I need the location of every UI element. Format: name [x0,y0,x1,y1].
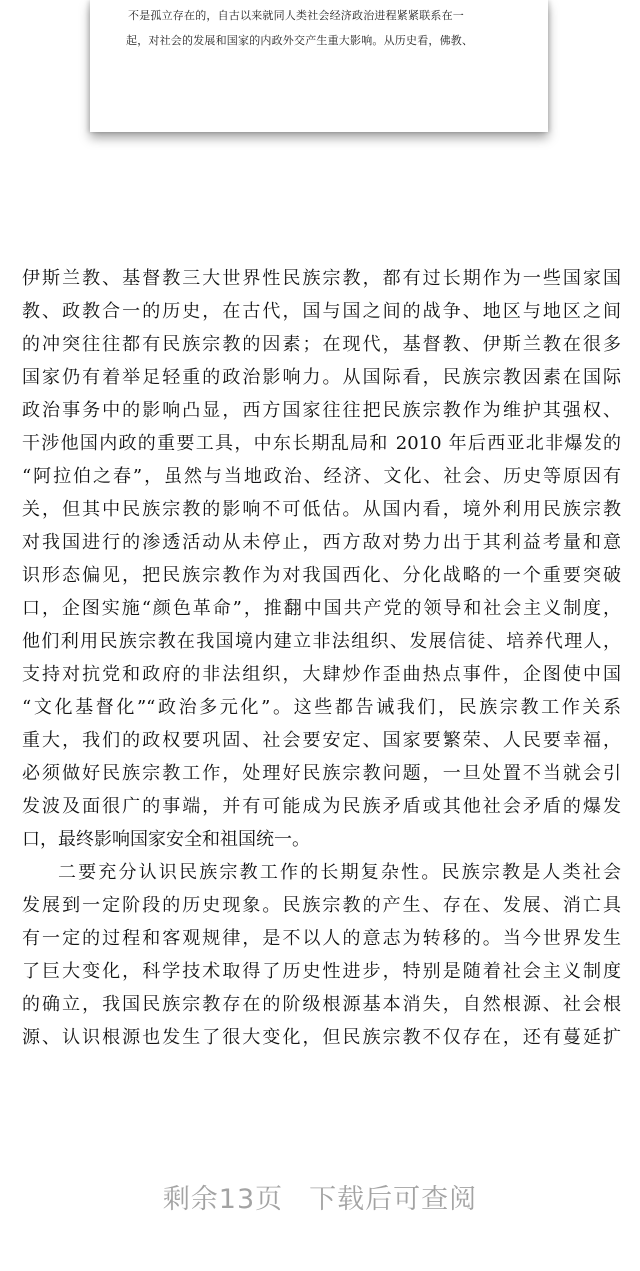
preview-text-line: 起，对社会的发展和国家的内政外交产生重大影响。从历史看，佛教、 [126,34,474,47]
body-text-line: 支持对抗党和政府的非法组织，大肆炒作歪曲热点事件，企图使中国 [22,664,621,685]
preview-text-line: 不是孤立存在的，自古以来就同人类社会经济政治进程紧紧联系在一 [128,9,464,22]
body-text-line: 口，最终影响国家安全和祖国统一。 [22,829,310,850]
document-body [22,262,622,1054]
body-text-line: 了巨大变化，科学技术取得了历史性进步，特别是随着社会主义制度 [22,961,621,982]
body-text-line: 教、政教合一的历史，在古代，国与国之间的战争、地区与地区之间 [22,301,621,322]
body-text-line: 的冲突往往都有民族宗教的因素；在现代，基督教、伊斯兰教在很多 [22,334,621,355]
body-text-line: 关，但其中民族宗教的影响不可低估。从国内看，境外利用民族宗教 [22,499,621,520]
body-text-line: 识形态偏见，把民族宗教作为对我国西化、分化战略的一个重要突破 [22,565,621,586]
body-text-line: “文化基督化”“政治多元化”。这些都告诫我们，民族宗教工作关系 [22,697,621,718]
body-text-line: 源、认识根源也发生了很大变化，但民族宗教不仅存在，还有蔓延扩 [22,1027,621,1048]
body-text-line: 口，企图实施“颜色革命”，推翻中国共产党的领导和社会主义制度， [22,598,621,619]
body-text-line: 发展到一定阶段的历史现象。民族宗教的产生、存在、发展、消亡具 [22,895,621,916]
body-text-line: 对我国进行的渗透活动从未停止，西方敌对势力出于其利益考量和意 [22,532,621,553]
body-text-line: 他们利用民族宗教在我国境内建立非法组织、发展信徒、培养代理人， [22,631,621,652]
body-text-line: 重大，我们的政权要巩固、社会要安定、国家要繁荣、人民要幸福， [22,730,621,751]
body-text-line: 政治事务中的影响凸显，西方国家往往把民族宗教作为维护其强权、 [22,400,621,421]
body-text-line: 的确立，我国民族宗教存在的阶级根源基本消失，自然根源、社会根 [22,994,621,1015]
body-text-line: 二要充分认识民族宗教工作的长期复杂性。民族宗教是人类社会 [58,862,621,883]
body-text-line: 有一定的过程和客观规律，是不以人的意志为转移的。当今世界发生 [22,928,621,949]
preview-page-card [90,0,548,132]
body-text-line: 必须做好民族宗教工作，处理好民族宗教问题，一旦处置不当就会引 [22,763,621,784]
body-text-line: 干涉他国内政的重要工具，中东长期乱局和 2010 年后西亚北非爆发的 [22,433,621,454]
body-text-line: 发波及面很广的事端，并有可能成为民族矛盾或其他社会矛盾的爆发 [22,796,621,817]
download-prompt-banner[interactable] [0,1170,640,1230]
body-text-line: “阿拉伯之春”，虽然与当地政治、经济、文化、社会、历史等原因有 [22,466,621,487]
body-text-line: 国家仍有着举足轻重的政治影响力。从国际看，民族宗教因素在国际 [22,367,621,388]
download-to-view-label: 下载后可查阅 [309,1184,478,1215]
body-text-line: 伊斯兰教、基督教三大世界性民族宗教，都有过长期作为一些国家国 [22,268,621,289]
remaining-pages-label: 剩余13页 [162,1184,284,1215]
